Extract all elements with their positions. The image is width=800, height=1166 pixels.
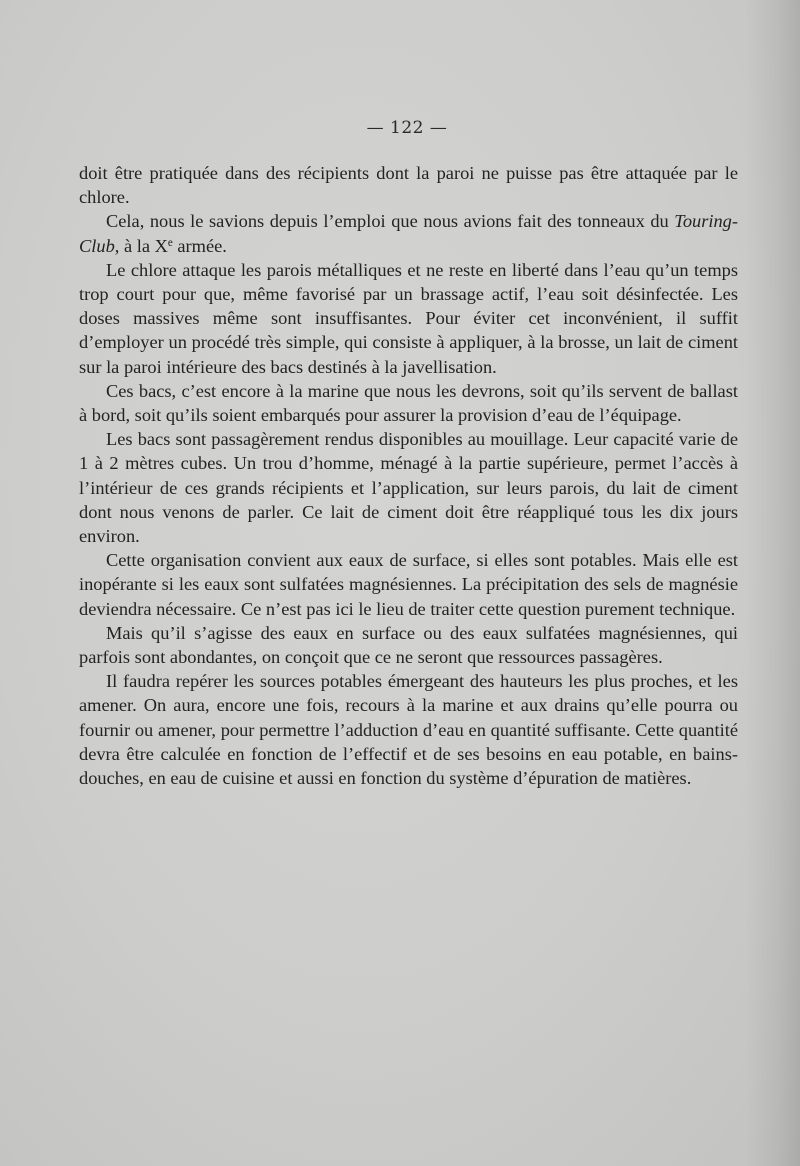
paragraph-text: armée. <box>172 235 227 256</box>
paragraph: Il faudra repérer les sources potables émergeant des hauteurs les plus proches, et les amener. On aura, encore une fois, recours à la marine et aux drains qu’elle pourra ou fournir ou amener, pour permettre l’adduction d’eau en quantité suffisante. Cette quantité devra être calculée en fonction de l’effectif et de ses besoins en eau potable, en bains-douches, en eau de cuisine et aussi en fonction du système d’épuration de matières. <box>79 671 738 789</box>
page-edge-shadow <box>745 0 800 1166</box>
paragraph-text: , à la X <box>114 235 168 256</box>
paragraph: Le chlore attaque les parois métalliques et ne reste en liberté dans l’eau qu’un temps trop court pour que, même favorisé par un brassage actif, l’eau soit désinfectée. Les doses massives même sont insuffisantes. Pour éviter cet inconvénient, il suffit d’employer un procédé très simple, qui consiste à appliquer, à la brosse, un lait de ciment sur la paroi intérieure des bacs destinés à la javellisation. <box>79 259 738 377</box>
paragraph-continuation: doit être pratiquée dans des récipients dont la paroi ne puisse pas être attaquée par le chlore. <box>79 163 738 208</box>
paragraph: Cette organisation convient aux eaux de surface, si elles sont potables. Mais elle est inopérante si les eaux sont sulfatées magnésiennes. La précipitation des sels de magnésie deviendra nécessaire. Ce n’est pas ici le lieu de traiter cette question purement technique. <box>79 550 738 619</box>
body-text <box>79 161 738 790</box>
paragraph: Mais qu’il s’agisse des eaux en surface ou des eaux sulfatées magnésiennes, qui parfois sont abondantes, on conçoit que ce ne seront que ressources passagères. <box>79 622 738 668</box>
page-number: — 122 — <box>366 118 448 138</box>
ordinal-superscript: e <box>167 236 173 249</box>
paragraph: Les bacs sont passagèrement rendus disponibles au mouillage. Leur capacité varie de 1 à 2 mètres cubes. Un trou d’homme, ménagé à la partie supérieure, permet l’accès à l’intérieur de ces grands récipients et l’application, sur leurs parois, du lait de ciment dont nous venons de parler. Ce lait de ciment doit être réappliqué tous les dix jours environ. <box>79 429 738 547</box>
paragraph: Ces bacs, c’est encore à la marine que nous les devrons, soit qu’ils servent de ballast à bord, soit qu’ils soient embarqués pour assurer la provision d’eau de l’équipage. <box>79 380 738 426</box>
paragraph-text: Cela, nous le savions depuis l’emploi que nous avions fait des tonneaux du <box>106 211 675 232</box>
paragraph-touring-club <box>79 209 738 257</box>
italic-name: Touring-Club <box>79 211 738 256</box>
